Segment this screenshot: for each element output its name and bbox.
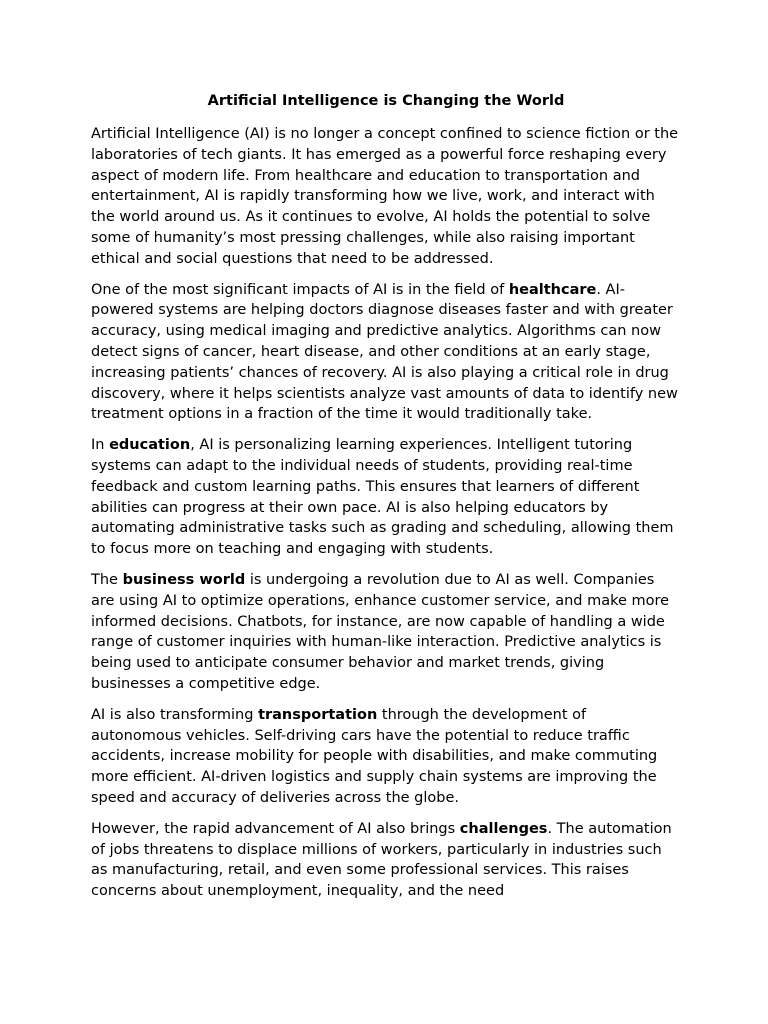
- business-text-after: is undergoing a revolution due to AI as well. Companies are using AI to optimize operations, enhance customer service, and make more informed decisions. Chatbots, for instance, are now capable of handling a wide range of customer inquiries with human-like interaction. Predictive analytics is being used to anticipate consumer behavior and market trends, giving businesses a competitive edge.: [91, 571, 670, 692]
- challenges-text-after: . The automation of jobs threatens to displace millions of workers, particularly in industries such as manufacturing, retail, and even some professional services. This raises concerns about unemployment, inequality, and the need: [91, 820, 672, 900]
- transportation-keyword: transportation: [258, 706, 378, 723]
- business-keyword: business world: [122, 571, 246, 588]
- transportation-text-before: AI is also transforming: [91, 706, 259, 723]
- education-paragraph: [91, 435, 681, 560]
- healthcare-paragraph: [91, 280, 681, 426]
- transportation-paragraph: [91, 705, 681, 809]
- education-keyword: education: [109, 437, 191, 454]
- intro-paragraph: Artificial Intelligence (AI) is no longer a concept confined to science fiction or the laboratories of tech giants. It has emerged as a powerful force reshaping every aspect of modern life. From healthcare and education to transportation and entertainment, AI is rapidly transforming how we live, work, and interact with the world around us. As it continues to evolve, AI holds the potential to solve some of humanity’s most pressing challenges, while also raising important ethical and social questions that need to be addressed.: [91, 126, 679, 267]
- document-title: Artificial Intelligence is Changing the World: [207, 93, 565, 109]
- challenges-keyword: challenges: [459, 820, 548, 837]
- healthcare-text-before: One of the most significant impacts of AI is in the field of: [91, 281, 509, 298]
- healthcare-keyword: healthcare: [508, 281, 597, 298]
- challenges-text-before: However, the rapid advancement of AI also brings: [91, 820, 460, 837]
- healthcare-text-after: . AI-powered systems are helping doctors diagnose diseases faster and with greater accuracy, using medical imaging and predictive analytics. Algorithms can now detect signs of cancer, heart disease, and other conditions at an early stage, increasing patients’ chances of recovery. AI is also playing a critical role in drug discovery, where it helps scientists analyze vast amounts of data to identify new treatment options in a fraction of the time it would traditionally take.: [91, 281, 678, 423]
- business-text-before: The: [91, 571, 123, 588]
- transportation-text-after: through the development of autonomous vehicles. Self-driving cars have the potential to reduce traffic accidents, increase mobility for people with disabilities, and make commuting more efficient. AI-driven logistics and supply chain systems are improving the speed and accuracy of deliveries across the globe.: [91, 706, 658, 806]
- business-paragraph: [91, 570, 681, 695]
- document-page: [91, 91, 681, 912]
- challenges-paragraph: [91, 819, 681, 902]
- education-text-before: In: [91, 437, 110, 454]
- education-text-after: , AI is personalizing learning experiences. Intelligent tutoring systems can adapt to the individual needs of students, providing real-time feedback and custom learning paths. This ensures that learners of different abilities can progress at their own pace. AI is also helping educators by automating administrative tasks such as grading and scheduling, allowing them to focus more on teaching and engaging with students.: [91, 437, 674, 558]
